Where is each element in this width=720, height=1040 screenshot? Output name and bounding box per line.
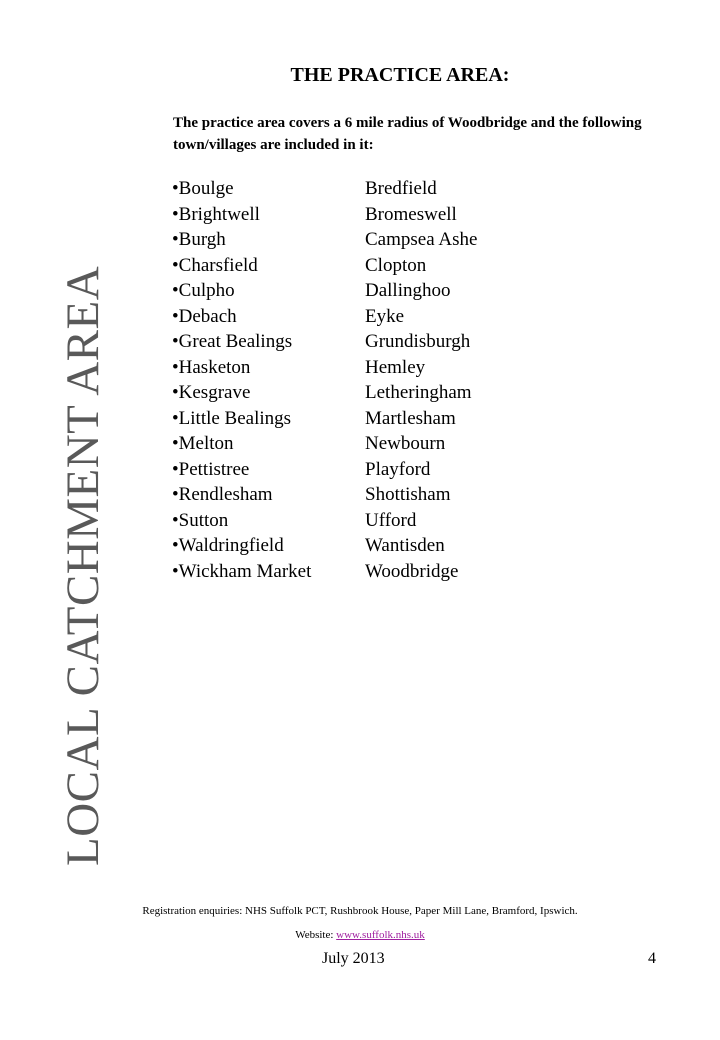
page-heading bbox=[0, 64, 720, 87]
footer-date: July 2013 bbox=[322, 950, 385, 967]
village-name-left: •Kesgrave bbox=[172, 382, 251, 403]
village-name-right: Campsea Ashe bbox=[365, 229, 478, 250]
village-row bbox=[172, 176, 632, 202]
village-name-left: •Great Bealings bbox=[172, 331, 293, 352]
village-name-right: Grundisburgh bbox=[365, 331, 471, 352]
village-row bbox=[172, 380, 632, 406]
village-name-left: •Little Bealings bbox=[172, 407, 292, 429]
village-name-right: Newbourn bbox=[365, 433, 446, 454]
village-name-left: •Burgh bbox=[172, 229, 226, 250]
village-row bbox=[172, 278, 632, 304]
village-name-left: •Culpho bbox=[172, 280, 235, 301]
village-name-left: •Boulge bbox=[172, 178, 234, 199]
village-row bbox=[172, 355, 632, 381]
village-name-left: •Waldringfield bbox=[172, 535, 284, 556]
village-name-left: •Melton bbox=[172, 433, 234, 454]
village-name-left: •Hasketon bbox=[172, 356, 251, 378]
village-row bbox=[172, 329, 632, 355]
side-title: LOCAL CATCHMENT AREA bbox=[57, 265, 109, 866]
village-name-right: Bromeswell bbox=[365, 203, 457, 225]
village-name-right: Shottisham bbox=[365, 484, 451, 505]
village-name-left: •Debach bbox=[172, 305, 237, 327]
village-name-left: •Wickham Market bbox=[172, 560, 312, 582]
village-name-right: Bredfield bbox=[365, 178, 437, 199]
village-row bbox=[172, 482, 632, 508]
village-row bbox=[172, 406, 632, 432]
village-name-right: Dallinghoo bbox=[365, 280, 451, 301]
village-name-right: Clopton bbox=[365, 254, 427, 276]
village-name-right: Woodbridge bbox=[365, 560, 459, 582]
intro-text: The practice area covers a 6 mile radius of Woodbridge and the following town/villages are included in it: bbox=[173, 115, 642, 153]
website-link[interactable]: www.suffolk.nhs.uk bbox=[336, 929, 425, 941]
village-name-right: Wantisden bbox=[365, 535, 445, 556]
village-row bbox=[172, 431, 632, 457]
village-row bbox=[172, 508, 632, 534]
website-line bbox=[0, 929, 720, 941]
village-row bbox=[172, 533, 632, 559]
village-row bbox=[172, 227, 632, 253]
village-list bbox=[172, 176, 632, 584]
village-row bbox=[172, 304, 632, 330]
page-heading-text: THE PRACTICE AREA: bbox=[290, 64, 510, 86]
village-name-left: •Pettistree bbox=[172, 458, 250, 480]
village-name-right: Playford bbox=[365, 458, 431, 480]
village-name-right: Martlesham bbox=[365, 407, 456, 429]
page-number: 4 bbox=[648, 950, 656, 967]
village-name-right: Letheringham bbox=[365, 382, 472, 403]
village-row bbox=[172, 559, 632, 585]
village-name-left: •Charsfield bbox=[172, 254, 258, 276]
village-name-left: •Brightwell bbox=[172, 203, 260, 225]
website-label: Website: bbox=[295, 929, 334, 941]
village-name-left: •Rendlesham bbox=[172, 484, 273, 505]
village-row bbox=[172, 202, 632, 228]
village-name-right: Eyke bbox=[365, 305, 405, 327]
village-name-right: Hemley bbox=[365, 356, 426, 378]
village-row bbox=[172, 253, 632, 279]
village-name-right: Ufford bbox=[365, 509, 417, 531]
village-row bbox=[172, 457, 632, 483]
registration-enquiries: Registration enquiries: NHS Suffolk PCT, Rushbrook House, Paper Mill Lane, Bramford, Ipswich. bbox=[142, 905, 578, 917]
village-name-left: •Sutton bbox=[172, 509, 229, 531]
